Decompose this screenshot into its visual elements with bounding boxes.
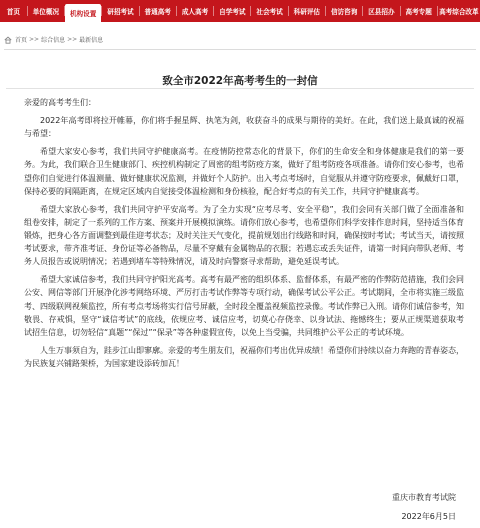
nav-item-7[interactable]: 社会考试 [256, 8, 283, 16]
top-nav-bar [0, 0, 480, 22]
nav-item-5[interactable]: 成人高考 [181, 8, 209, 16]
article-paragraph: 希望大家诚信参考，我们共同守护阳光高考。高考有最严密的组织体系、监督体系，有最严密的作弊防范措施，我们会同公安、网信等部门开展净化涉考网络环境、严厉打击考试作弊等专项行动，确保考试公平公正。考试期间，全市将实施三级监考、四级联网视频监控，所有考点考场将实行信号屏蔽，全时段全覆盖视频监控录像。考试作弊已入刑。请你们诚信参考，知敬畏、存戒惧，坚守“诚信考试”的底线，依规应考、诚信应考，切莫心存侥幸、以身试法、拖憾终生；要从正规渠道获取考试招生信息，切勿轻信“真题”“保过”“保录”等各种虚假宣传，以免上当受骗，共同维护公平公正的考试环境。 [24, 275, 464, 338]
nav-item-6[interactable]: 自学考试 [219, 8, 246, 16]
article-date: 2022年6月5日 [401, 512, 456, 521]
nav-item-8[interactable]: 科研评估 [293, 8, 321, 16]
nav-item-2[interactable]: 机构设置 [65, 4, 101, 22]
home-icon[interactable] [4, 36, 12, 44]
nav-item-10[interactable]: 区县招办 [368, 8, 395, 16]
article-signature: 重庆市教育考试院 [392, 493, 456, 502]
nav-item-1[interactable]: 单位概况 [32, 8, 60, 16]
breadcrumb [4, 33, 476, 46]
breadcrumb-separator: >> [67, 36, 78, 43]
nav-item-0[interactable]: 首页 [6, 8, 20, 16]
breadcrumb-home-link[interactable]: 首页 [15, 37, 28, 44]
nav-item-12[interactable]: 高考综合改革 [439, 8, 479, 16]
article-paragraph: 希望大家放心参考，我们共同守护平安高考。为了全力实现“应考尽考、安全平稳”，我们会同有关部门做了全面准备和组卷安排，制定了一系列的工作方案、预案并开展模拟演练。请你们放心参考，也希望你们科学安排作息时间，坚持适当体育锻炼，把身心各方面调整到最佳迎考状态；及时关注天气变化，提前规划出行线路和时间，确保按时考试；考试当天，请按照考试要求，带齐准考证、身份证等必备物品，尽量不穿戴有金属物品的衣服；若遇忘或丢失证件，请第一时间向带队老师、考务人员报告或说明情况；若遇到堵车等特殊情况，请及时向警察寻求帮助，避免延误考试。 [24, 204, 464, 267]
breadcrumb-divider [4, 49, 476, 50]
nav-item-9[interactable]: 信访咨询 [330, 8, 358, 16]
article-paragraph: 2022年高考即将拉开帷幕，你们将手握星辉、执笔为剑，收获奋斗的成果与期待的美好。在此，我们送上最真诚的祝福与希望： [24, 116, 464, 139]
breadcrumb-level1-link[interactable]: 综合信息 [41, 37, 66, 44]
breadcrumb-separator: >> [29, 36, 40, 43]
nav-item-11[interactable]: 高考专题 [405, 8, 432, 16]
title-divider [6, 88, 474, 89]
breadcrumb-level2-link[interactable]: 最新信息 [79, 37, 104, 44]
nav-item-3[interactable]: 研招考试 [107, 8, 134, 16]
article-salutation: 亲爱的高考考生们： [24, 98, 96, 107]
nav-item-4[interactable]: 普通高考 [144, 8, 171, 16]
article-body [24, 96, 464, 375]
article-paragraph: 希望大家安心参考，我们共同守护健康高考。在疫情防控常态化的背景下，你们的生命安全和身体健康是我们的第一要务。为此，我们联合卫生健康部门、疾控机构制定了周密的组考防疫方案，做好了组考防疫各项准备。请你们安心参考，也希望你们自觉进行体温测量、做好健康状况监测，并做好个人防护。出入考点考场时，自觉服从并遵守防疫要求，佩戴好口罩，保持必要的间隔距离，在规定区域内自觉接受体温检测和身份核验，配合好考点的有关工作，共同守护健康高考。 [24, 147, 464, 196]
article-title: 致全市2022年高考考生的一封信 [162, 75, 318, 87]
article-paragraph: 人生万事须自为，跬步江山即寥廓。亲爱的考生朋友们，祝福你们考出优异成绩！希望你们持续以奋力奔跑的青春姿态，为民族复兴铺路架桥，为国家建设添砖加瓦！ [24, 345, 464, 369]
